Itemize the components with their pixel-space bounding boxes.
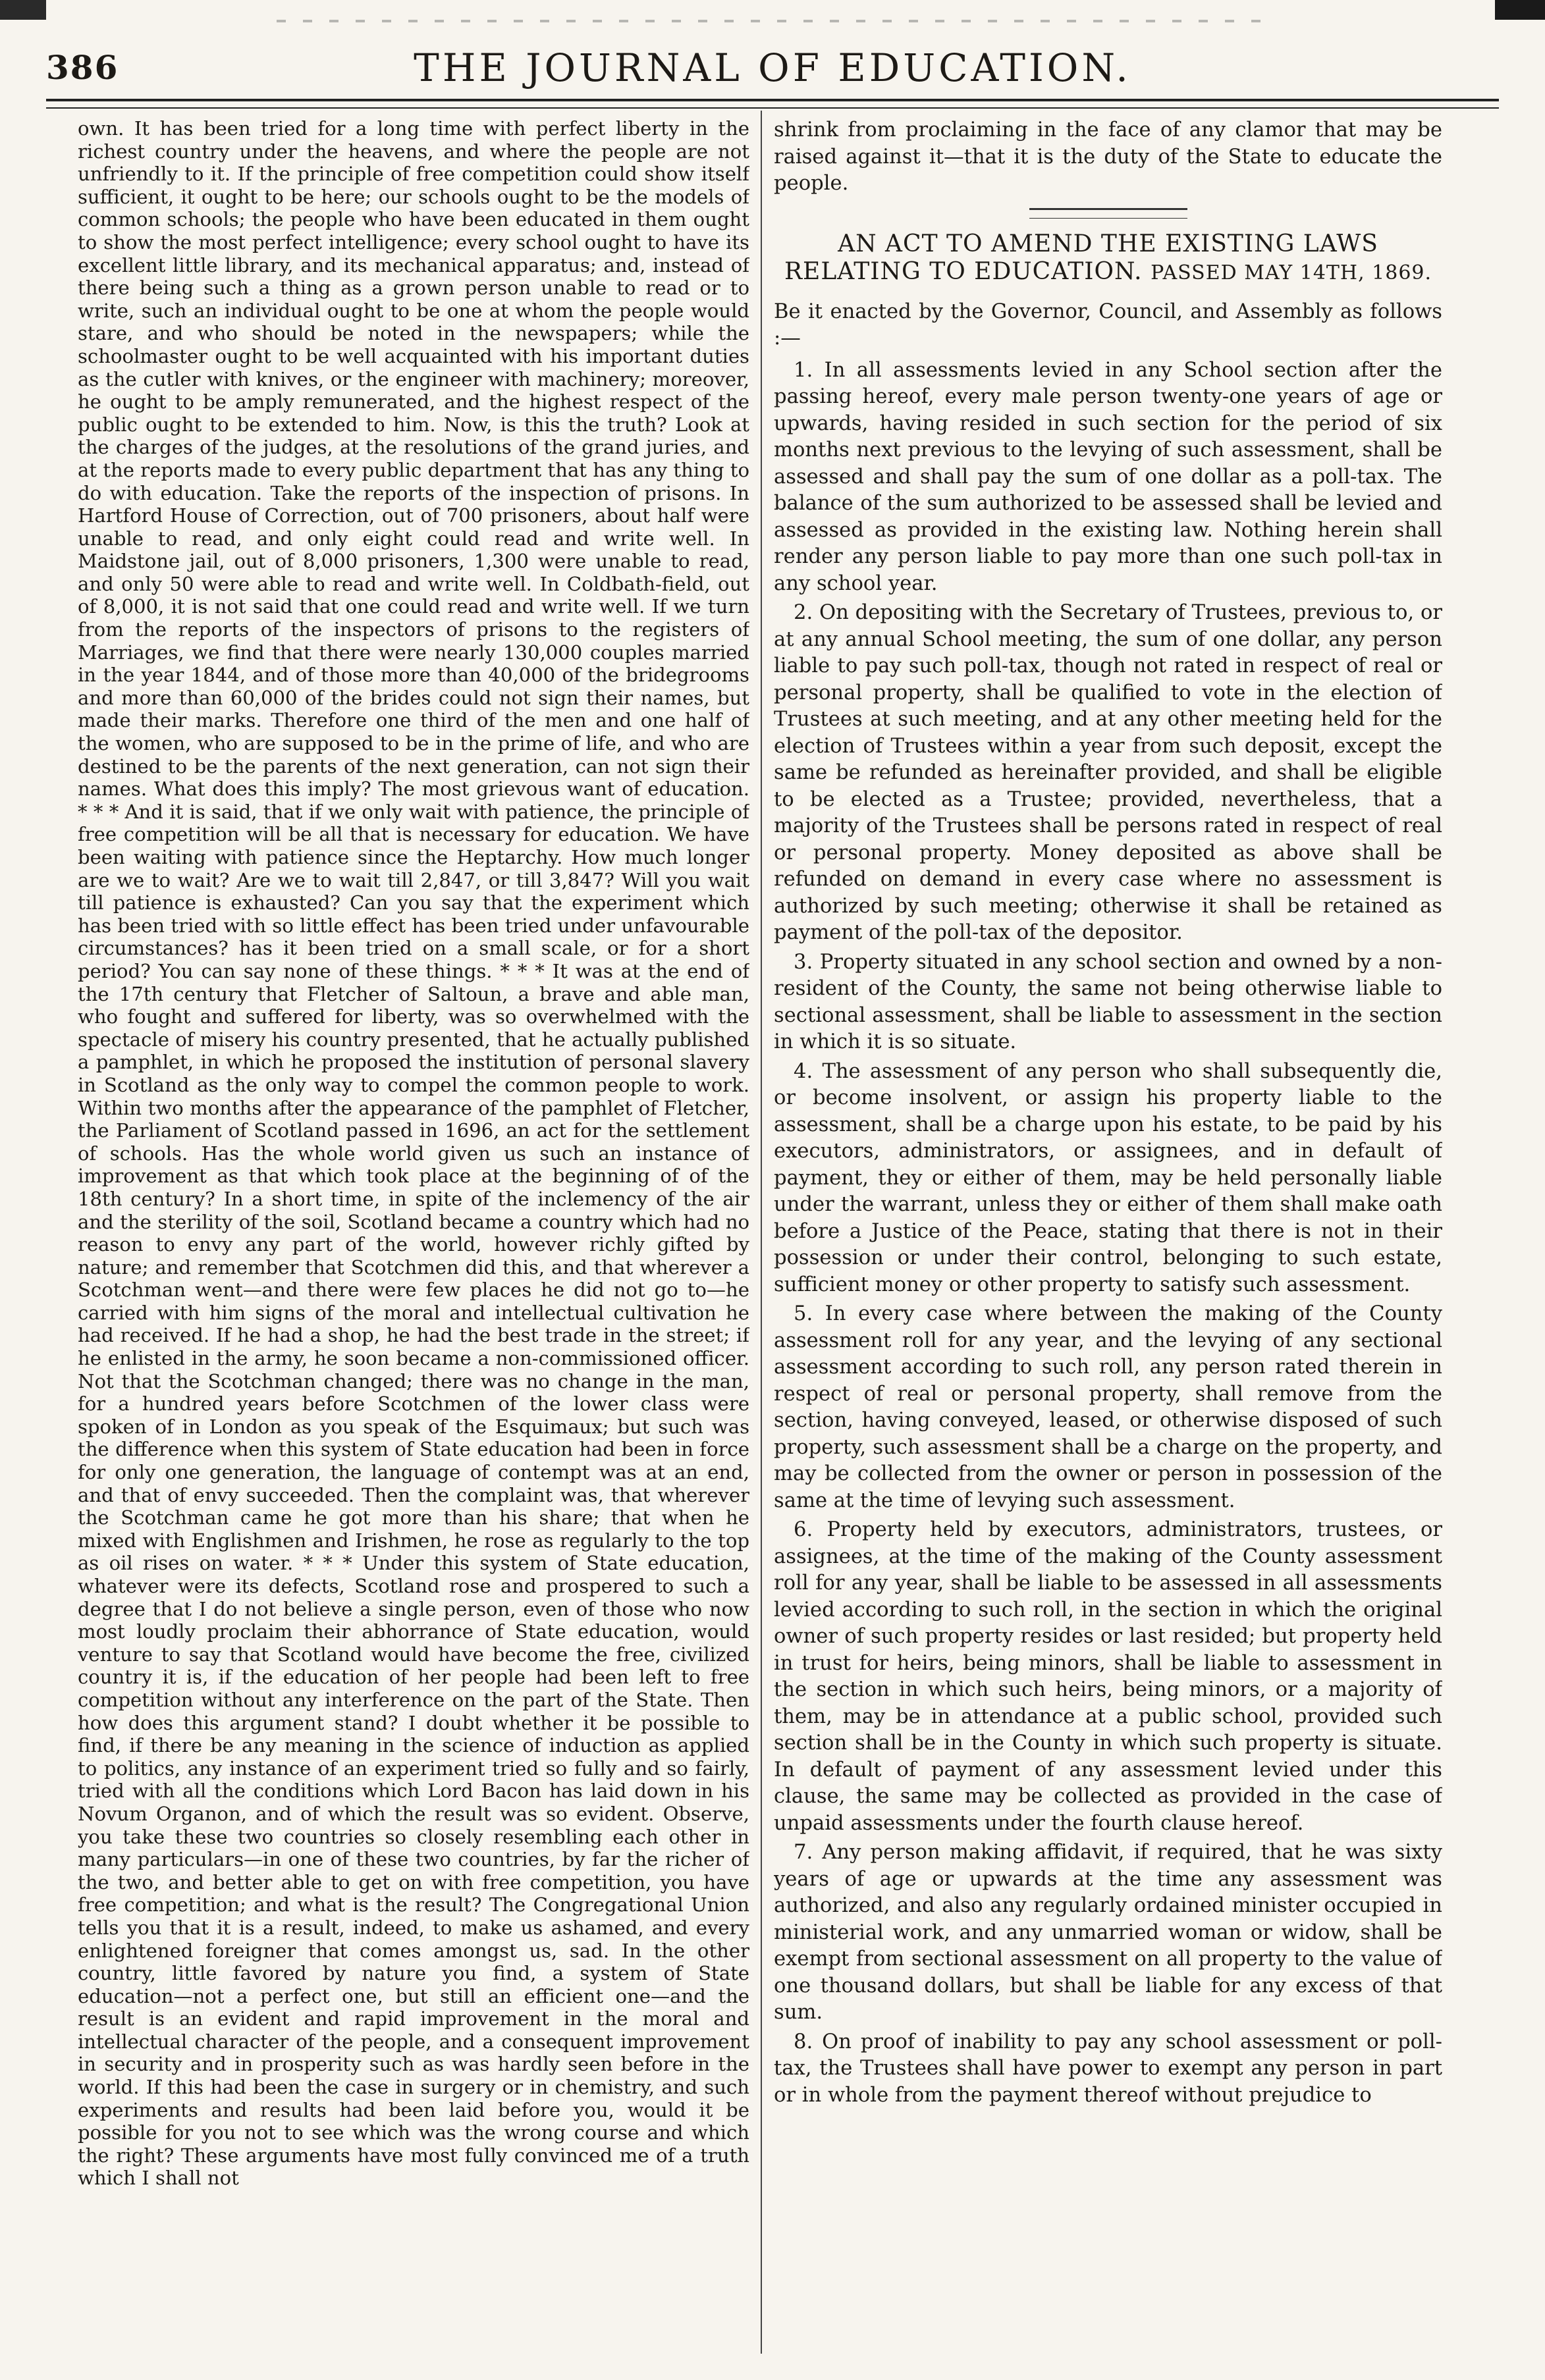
act-section-5: 5. In every case where between the making of the County assessment roll for any year, and the levying of any sectional assessment according to such roll, any person rated therein in respect of real or personal property, shall remove from the section, having conveyed, leased, or otherwise disposed of such property, such assessment shall be a charge on the property, and may be collected from the owner or person in possession of the same at the time of levying such assessment. [774,1302,1442,1512]
act-section-8: 8. On proof of inability to pay any school assessment or poll-tax, the Trustees shall have power to exempt any person in part or in whole from the payment thereof without prejudice to [774,2030,1442,2107]
column-divider [761,111,762,2354]
left-column-text: own. It has been tried for a long time with perfect liberty in the richest country under the heavens, and where the people are not unfriendly to it. If the principle of free competition could show itself sufficient, it ought to be here; our schools ought to be the models of common schools; the people who have been educated in them ought to show the most perfect intelligence; every school ought to have its excellent little library, and its mechanical apparatus; and, instead of there being such a thing as a grown person unable to read or to write, such an individual ought to be one at whom the people would stare, and who should be noted in the newspapers; while the schoolmaster ought to be well acquainted with his important duties as the cutler with knives, or the engineer with machinery; moreover, he ought to be amply remunerated, and the highest respect of the public ought to be extended to him. Now, is this the truth? Look at the charges of the judges, at the resolutions of the grand juries, and at the reports made to every public department that has any thing to do with education. Take the reports of the inspection of prisons. In Hartford House of Correction, out of 700 prisoners, about half were unable to read, and only eight could read and write well. In Maidstone jail, out of 8,000 prisoners, 1,300 were unable to read, and only 50 were able to read and write well. In Coldbath-field, out of 8,000, it is not said that one could read and write well. If we turn from the reports of the inspectors of prisons to the registers of Marriages, we find that there were nearly 130,000 couples married in the year 1844, and of those more than 40,000 of the bridegrooms and more than 60,000 of the brides could not sign their names, but made their marks. Therefore one third of the men and one half of the women, who are supposed to be in the prime of life, and who are destined to be the parents of the next generation, can not sign their names. What does this imply? The most grievous want of education. * * * And it is said, that if we only wait with patience, the principle of free competition will be all that is necessary for education. We have been waiting with patience since the Heptarchy. How much longer are we to wait? Are we to wait till 2,847, or till 3,847? Will you wait till patience is exhausted? Can you say that the experiment which has been tried with so little effect has been tried under unfavourable circumstances? has it been tried on a small scale, or for a short period? You can say none of these things. * * * It was at the end of the 17th century that Fletcher of Saltoun, a brave and able man, who fought and suffered for liberty, was so overwhelmed with the spectacle of misery his country presented, that he actually published a pamphlet, in which he proposed the institution of personal slavery in Scotland as the only way to compel the common people to work. Within two months after the appearance of the pamphlet of Fletcher, the Parliament of Scotland passed in 1696, an act for the settlement of schools. Has the whole world given us such an instance of improvement as that which took place at the beginning of of the 18th century? In a short time, in spite of the inclemency of the air and the sterility of the soil, Scotland became a country which had no reason to envy any part of the world, however richly gifted by nature; and remember that Scotchmen did this, and that wherever a Scotchman went—and there were few places he did not go to—he carried with him signs of the moral and intellectual cultivation he had received. If he had a shop, he had the best trade in the street; if he enlisted in the army, he soon became a non-commissioned officer. Not that the Scotchman changed; there was no change in the man, for a hundred years before Scotchmen of the lower class were spoken of in London as you speak of the Esquimaux; but such was the difference when this system of State education had been in force for only one generation, the language of contempt was at an end, and that of envy succeeded. Then the complaint was, that wherever the Scotchman came he got more than his share; that when he mixed with Englishmen and Irishmen, he rose as regularly to the top as oil rises on water. * * * Under this system of State education, whatever were its defects, Scotland rose and prospered to such a degree that I do not believe a single person, even of those who now most loudly proclaim their abhorrance of State education, would venture to say that Scotland would have become the free, civilized country it is, if the education of her people had been left to free competition without any interference on the part of the State. Then how does this argument stand? I doubt whether it be possible to find, if there be any meaning in the science of induction as applied to politics, any instance of an experiment tried so fully and so fairly, tried with all the conditions which Lord Bacon has laid down in his Novum Organon, and of which the result was so evident. Observe, you take these two countries so closely resembling each other in many particulars—in one of these two countries, by far the richer of the two, and better able to get on with free competition, you have free competition; and what is the result? The Congregational Union tells you that it is a result, indeed, to make us ashamed, and every enlightened foreigner that comes amongst us, sad. In the other country, little favored by nature you find, a system of State education—not a perfect one, but still an efficient one—and the result is an evident and rapid improvement in the moral and intellectual character of the people, and a consequent improvement in security and in prosperity such as was hardly seen before in the world. If this had been the case in surgery or in chemistry, and such experiments and results had been laid before you, would it be possible for you not to see which was the wrong course and which the right? These arguments have most fully convinced me of a truth which I shall not [78,117,749,2190]
intro-text: shrink from proclaiming in the face of any clamor that may be raised against it—that it is the duty of the State to educate the people. [774,119,1442,195]
act-section-1: 1. In all assessments levied in any School section after the passing hereof, every male person twenty-one years of age or upwards, having resided in such section for the period of six months next previous to the levying of such assessment, shall be assessed and shall pay the sum of one dollar as a poll-tax. The balance of the sum authorized to be assessed shall be levied and assessed as provided in the existing law. Nothing herein shall render any person liable to pay more than one such poll-tax in any school year. [774,358,1442,595]
act-section-2: 2. On depositing with the Secretary of Trustees, previous to, or at any annual School meeting, the sum of one dollar, any person liable to pay such poll-tax, though not rated in respect of real or personal property, shall be qualified to vote in the election of Trustees at such meeting, and at any other meeting held for the election of Trustees within a year from such deposit, except the same be refunded as hereinafter provided, and shall be eligible to be elected as a Trustee; provided, nevertheless, that a majority of the Trustees shall be persons rated in respect of real or personal property. Money deposited as above shall be refunded on demand in every case where no assessment is authorized by such meeting; otherwise it shall be retained as payment of the poll-tax of the depositor. [774,601,1442,944]
header-rule [46,99,1499,109]
act-title-text: AN ACT TO AMEND THE EXISTING LAWS RELATING TO EDUCATION. [784,230,1378,285]
act-section-7: 7. Any person making affidavit, if required, that he was sixty years of age or upwards at the time any assessment was authorized, and also any regularly ordained minister occupied in ministerial work, and any unmarried woman or widow, shall be exempt from sectional assessment on all property to the value of one thousand dollars, but shall be liable for any excess of that sum. [774,1841,1442,2024]
act-passed-date: PASSED MAY 14TH, 1869. [1151,261,1432,284]
act-section-3: 3. Property situated in any school section and owned by a non-resident of the County, the same not being otherwise liable to sectional assessment, shall be liable to assessment in the section in which it is so situate. [774,950,1442,1053]
act-title [774,230,1442,287]
section-separator [1029,208,1187,219]
act-section-4: 4. The assessment of any person who shall subsequently die, or become insolvent, or assign his property liable to the assessment, shall be a charge upon his estate, to be paid by his executors, administrators, or assignees, and in default of payment, they or either of them, may be held personally liable under the warrant, unless they or either of them shall make oath before a Justice of the Peace, stating that there is not in their possession or under their control, belonging to such estate, sufficient money or other property to satisfy such assessment. [774,1059,1442,1296]
page-number: 386 [46,48,119,87]
page-header [46,36,1499,95]
act-section-6: 6. Property held by executors, administrators, trustees, or assignees, at the time of the making of the County assessment roll for any year, shall be liable to be assessed in all assessments levied according to such roll, in the section in which the original owner of such property resides or last resided; but property held in trust for heirs, being minors, shall be liable to assessment in the section in which such heirs, being minors, or a majority of them, may be in attendance at a public school, provided such section shall be in the County in which such property is situate. In default of payment of any assessment levied under this clause, the same may be collected as provided in the case of unpaid assessments under the fourth clause hereof. [774,1518,1442,1835]
scan-edge [0,0,1545,20]
scan-dash-rule [277,20,1264,22]
enacting-clause: Be it enacted by the Governor, Council, and Assembly as follows :— [774,300,1442,350]
right-column [774,117,1442,2348]
left-column [78,117,749,2348]
running-title: THE JOURNAL OF EDUCATION. [414,45,1131,90]
